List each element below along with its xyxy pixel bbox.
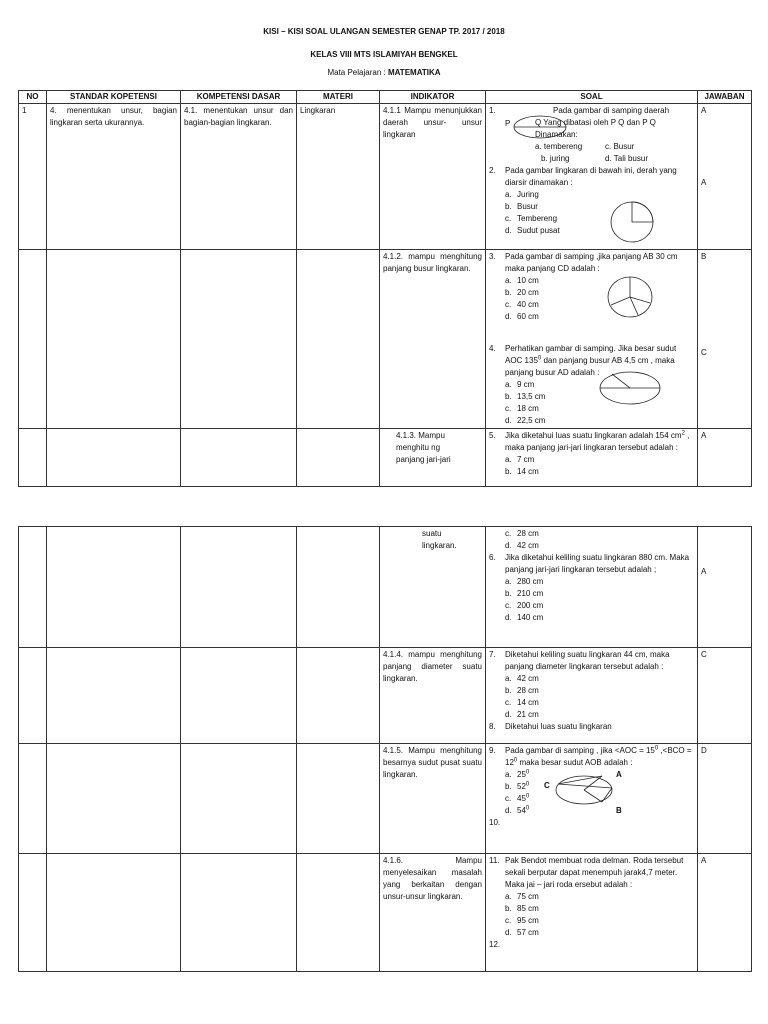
- kisi-table-page2: [18, 526, 752, 972]
- cell-no: [19, 648, 47, 744]
- question-8: [489, 721, 694, 733]
- answer: A: [701, 178, 707, 187]
- cell-jawaban: [698, 527, 752, 648]
- option-item: [489, 379, 694, 391]
- cell-indikator: 4.1.2. mampu menghitung panjang busur lingkaran.: [380, 250, 486, 429]
- option-letter: c.: [505, 698, 512, 707]
- question-number: 1.: [489, 106, 496, 115]
- question-text: Jika diketahui keliling suatu lingkaran 880 cm. Maka panjang jari-jari lingkaran tersebut adalah ;: [505, 553, 690, 574]
- option-letter: c.: [505, 916, 512, 925]
- question-text-part: Pada gambar di samping , jika <AOC = 15: [505, 746, 655, 755]
- option-letter: a.: [505, 455, 512, 464]
- option-letter: a.: [505, 577, 512, 586]
- col-header-materi: MATERI: [297, 91, 380, 104]
- col-header-soal: SOAL: [486, 91, 698, 104]
- cell-standar-kompetensi: [47, 744, 181, 854]
- option-text: 20 cm: [517, 288, 539, 297]
- option-item: [489, 391, 694, 403]
- option-letter: a.: [505, 276, 512, 285]
- option-letter: d.: [505, 226, 512, 235]
- option-item: [489, 891, 694, 903]
- cell-jawaban: [698, 250, 752, 429]
- option-item: [489, 311, 694, 323]
- option-text: 45: [517, 794, 526, 803]
- cell-jawaban: D: [698, 744, 752, 854]
- question-9: [489, 745, 694, 769]
- option-list: [489, 189, 694, 237]
- option-item: [489, 685, 694, 697]
- option-item: [489, 903, 694, 915]
- subject-value: MATEMATIKA: [387, 68, 441, 77]
- option-letter: b.: [505, 686, 512, 695]
- col-header-indikator: INDIKATOR: [380, 91, 486, 104]
- question-6: [489, 552, 694, 576]
- answer: C: [701, 348, 707, 357]
- superscript: 0: [525, 805, 530, 812]
- cell-materi: Lingkaran: [297, 104, 380, 250]
- option-list: [489, 891, 694, 939]
- superscript: 2: [681, 430, 685, 437]
- question-text-part: Jika diketahui luas suatu lingkaran adalah 154 cm: [505, 431, 682, 440]
- circle-sectors-figure: [606, 275, 654, 319]
- cell-jawaban: [698, 104, 752, 250]
- option-item: [489, 576, 694, 588]
- options-row: [489, 141, 694, 153]
- option-text: 42 cm: [517, 541, 539, 550]
- question-number: 3.: [489, 252, 496, 261]
- question-text-part: ,<BCO = 12: [505, 746, 692, 767]
- question-number: 2.: [489, 166, 496, 175]
- option-letter: a.: [505, 380, 512, 389]
- question-number: 9.: [489, 746, 496, 755]
- option-item: [489, 403, 694, 415]
- subject-line: [0, 67, 768, 79]
- answer: A: [701, 567, 707, 576]
- cell-materi: [297, 527, 380, 648]
- option-item: [489, 612, 694, 624]
- question-2: [489, 165, 694, 189]
- option-letter: c.: [505, 601, 512, 610]
- cell-materi: [297, 250, 380, 429]
- option-text: 60 cm: [517, 312, 539, 321]
- option-letter: a.: [505, 892, 512, 901]
- option-item: [489, 540, 694, 552]
- question-3: [489, 251, 694, 275]
- option-a: a. tembereng: [535, 142, 583, 151]
- question-text: Pak Bendot membuat roda delman. Roda tersebut sekali berputar dapat menempuh jarak4,7 meter. Maka jai – jari roda ersebut adalah :: [505, 856, 684, 889]
- col-header-jawaban: JAWABAN: [698, 91, 752, 104]
- option-text: 9 cm: [517, 380, 535, 389]
- cell-soal: [486, 527, 698, 648]
- answer: B: [701, 252, 707, 261]
- option-letter: c.: [505, 404, 512, 413]
- label-b: B: [616, 806, 622, 815]
- angle-circle-figure: [554, 770, 614, 810]
- option-letter: d.: [505, 613, 512, 622]
- question-text: Q Yang dibatasi oleh P Q dan P Q: [535, 118, 656, 127]
- superscript: 0: [537, 355, 542, 362]
- cell-materi: [297, 648, 380, 744]
- question-text-part: dan panjang busur AB 4,5 cm , maka panjang busur AD adalah :: [505, 356, 675, 377]
- option-text: 14 cm: [517, 698, 539, 707]
- col-header-kompetensi-dasar: KOMPETENSI DASAR: [181, 91, 297, 104]
- circle-chord-figure: [506, 114, 568, 140]
- option-item: [489, 415, 694, 427]
- question-7: [489, 649, 694, 673]
- option-item: [489, 600, 694, 612]
- cell-kompetensi-dasar: [181, 744, 297, 854]
- option-item: [489, 588, 694, 600]
- option-text: 85 cm: [517, 904, 539, 913]
- cell-indikator: 4.1.4. mampu menghitung panjang diameter suatu lingkaran.: [380, 648, 486, 744]
- option-text: 28 cm: [517, 529, 539, 538]
- option-text: 54: [517, 806, 526, 815]
- question-text: Pada gambar di samping ,jika panjang AB 30 cm maka panjang CD adalah :: [505, 252, 678, 273]
- question-number: 12.: [489, 940, 501, 949]
- option-letter: b.: [505, 467, 512, 476]
- cell-indikator: 4.1.5. Mampu menghitung besarnya sudut pusat suatu lingkaran.: [380, 744, 486, 854]
- option-letter: d.: [505, 710, 512, 719]
- cell-kompetensi-dasar: [181, 429, 297, 487]
- cell-soal: [486, 744, 698, 854]
- option-item: [489, 275, 694, 287]
- question-text: Diketahui luas suatu lingkaran: [505, 722, 612, 731]
- col-header-standar-kompetensi: STANDAR KOPETENSI: [47, 91, 181, 104]
- option-item: [489, 709, 694, 721]
- option-item: [489, 466, 694, 478]
- doc-title: KISI – KISI SOAL ULANGAN SEMESTER GENAP TP. 2017 / 2018: [263, 27, 505, 36]
- options-row: [489, 153, 694, 165]
- cell-kompetensi-dasar: [181, 250, 297, 429]
- option-letter: c.: [505, 794, 512, 803]
- cell-soal: [486, 250, 698, 429]
- table-row: [19, 854, 752, 972]
- option-text: 25: [517, 770, 526, 779]
- question-11: [489, 855, 694, 891]
- option-letter: b.: [505, 904, 512, 913]
- question-text-part: , maka panjang jari-jari lingkaran tersebut adalah :: [505, 431, 690, 452]
- option-text: Tembereng: [517, 214, 558, 223]
- cell-no: [19, 744, 47, 854]
- label-c: C: [544, 781, 550, 790]
- option-text: 140 cm: [517, 613, 544, 622]
- option-text: 280 cm: [517, 577, 544, 586]
- cell-jawaban: A: [698, 854, 752, 972]
- cell-standar-kompetensi: [47, 429, 181, 487]
- superscript: 0: [654, 745, 659, 752]
- superscript: 0: [525, 781, 530, 788]
- shaded-sector-circle-figure: [608, 200, 656, 244]
- option-text: 52: [517, 782, 526, 791]
- option-text: Sudut pusat: [517, 226, 560, 235]
- option-item: [489, 915, 694, 927]
- table-row: [19, 648, 752, 744]
- option-letter: b.: [505, 589, 512, 598]
- question-text: Pada gambar di samping daerah: [553, 106, 670, 115]
- question-text-part: Perhatikan gambar di samping. Jika besar sudut AOC 135: [505, 344, 677, 365]
- option-text: 7 cm: [517, 455, 535, 464]
- option-item: [489, 213, 694, 225]
- cell-materi: [297, 854, 380, 972]
- cell-jawaban: A: [698, 429, 752, 487]
- cell-standar-kompetensi: [47, 854, 181, 972]
- cell-no: [19, 250, 47, 429]
- subject-label: Mata Pelajaran :: [327, 68, 386, 77]
- superscript: 0: [513, 757, 518, 764]
- cell-no: 1: [19, 104, 47, 250]
- cell-jawaban: C: [698, 648, 752, 744]
- option-text: Busur: [517, 202, 538, 211]
- question-text: Diketahui keliling suatu lingkaran 44 cm, maka panjang diameter lingkaran tersebut adalah :: [505, 650, 670, 671]
- question-text: [505, 745, 694, 769]
- option-letter: a.: [505, 770, 512, 779]
- question-number: 7.: [489, 650, 496, 659]
- option-text: 21 cm: [517, 710, 539, 719]
- option-c: c. Busur: [605, 142, 635, 151]
- option-letter: c.: [505, 529, 512, 538]
- option-list: [489, 673, 694, 721]
- option-item: [489, 454, 694, 466]
- cell-indikator: 4.1.3. Mampu menghitu ng panjang jari-jari: [380, 429, 486, 487]
- cell-soal: [486, 854, 698, 972]
- option-letter: d.: [505, 312, 512, 321]
- option-letter: b.: [505, 288, 512, 297]
- option-text: 13,5 cm: [517, 392, 546, 401]
- label-p: P: [505, 119, 511, 128]
- option-text: 10 cm: [517, 276, 539, 285]
- superscript: 0: [525, 793, 530, 800]
- option-item: [489, 673, 694, 685]
- table-row: [19, 250, 752, 429]
- option-letter: a.: [505, 190, 512, 199]
- option-list: [489, 454, 694, 478]
- question-12: [489, 939, 694, 951]
- cell-kompetensi-dasar: [181, 854, 297, 972]
- option-letter: b.: [505, 782, 512, 791]
- option-letter: a.: [505, 674, 512, 683]
- circle-diameter-figure: [598, 370, 662, 406]
- question-text-part: maka besar sudut AOB adalah :: [517, 758, 633, 767]
- question-text: Pada gambar lingkaran di bawah ini, derah yang diarsir dinamakan :: [505, 166, 677, 187]
- option-text: 75 cm: [517, 892, 539, 901]
- option-item: [489, 528, 694, 540]
- option-item: [489, 287, 694, 299]
- cell-no: [19, 429, 47, 487]
- cell-standar-kompetensi: [47, 648, 181, 744]
- cell-kompetensi-dasar: [181, 527, 297, 648]
- option-list: [489, 275, 694, 323]
- option-list: [489, 576, 694, 624]
- cell-standar-kompetensi: [47, 250, 181, 429]
- question-number: 11.: [489, 856, 500, 865]
- option-text: 14 cm: [517, 467, 539, 476]
- superscript: 0: [525, 769, 530, 776]
- option-text: 28 cm: [517, 686, 539, 695]
- option-text: 18 cm: [517, 404, 539, 413]
- table-row: [19, 429, 752, 487]
- cell-no: [19, 527, 47, 648]
- option-letter: c.: [505, 214, 512, 223]
- cell-soal: [486, 648, 698, 744]
- option-text: 42 cm: [517, 674, 539, 683]
- cell-indikator: 4.1.6. Mampu menyelesaikan masalah yang berkaitan dengan unsur-unsur lingkaran.: [380, 854, 486, 972]
- question-4: [489, 343, 694, 379]
- table-row: [19, 744, 752, 854]
- option-item: [489, 201, 694, 213]
- option-list: [489, 379, 694, 427]
- option-text: 95 cm: [517, 916, 539, 925]
- question-text: [505, 430, 694, 454]
- option-letter: b.: [505, 202, 512, 211]
- table-row: [19, 104, 752, 250]
- doc-class: KELAS VIII MTS ISLAMIYAH BENGKEL: [310, 50, 458, 59]
- cell-indikator: suatu lingkaran.: [380, 527, 486, 648]
- question-number: 8.: [489, 722, 496, 731]
- label-a: A: [616, 770, 622, 779]
- cell-soal: [486, 104, 698, 250]
- question-number: 5.: [489, 431, 496, 440]
- option-text: 40 cm: [517, 300, 539, 309]
- question-number: 10.: [489, 818, 501, 827]
- option-letter: d.: [505, 416, 512, 425]
- answer: A: [701, 106, 707, 115]
- option-b: b. juring: [541, 154, 570, 163]
- option-item: [489, 697, 694, 709]
- col-header-no: NO: [19, 91, 47, 104]
- option-text: 22,5 cm: [517, 416, 546, 425]
- question-5: [489, 430, 694, 454]
- option-item: [489, 189, 694, 201]
- cell-indikator: 4.1.1 Mampu menunjukkan daerah unsur- unsur lingkaran: [380, 104, 486, 250]
- question-text: Dinamakan:: [535, 130, 578, 139]
- cell-kompetensi-dasar: 4.1. menentukan unsur dan bagian-bagian lingkaran.: [181, 104, 297, 250]
- option-letter: d.: [505, 928, 512, 937]
- cell-standar-kompetensi: 4. menentukan unsur, bagian lingkaran serta ukurannya.: [47, 104, 181, 250]
- table-header-row: [19, 91, 752, 104]
- option-item: [489, 225, 694, 237]
- kisi-table-page1: [18, 90, 752, 487]
- cell-kompetensi-dasar: [181, 648, 297, 744]
- option-item: [489, 299, 694, 311]
- option-text: 57 cm: [517, 928, 539, 937]
- option-letter: d.: [505, 541, 512, 550]
- option-text: 200 cm: [517, 601, 544, 610]
- option-item: [489, 927, 694, 939]
- option-letter: c.: [505, 300, 512, 309]
- option-letter: b.: [505, 392, 512, 401]
- option-text: 210 cm: [517, 589, 544, 598]
- option-text: Juring: [517, 190, 539, 199]
- question-number: 6.: [489, 553, 496, 562]
- table-row: [19, 527, 752, 648]
- cell-no: [19, 854, 47, 972]
- question-10: [489, 817, 694, 829]
- option-letter: d.: [505, 806, 512, 815]
- option-list: [489, 528, 694, 552]
- question-number: 4.: [489, 344, 496, 353]
- cell-soal: [486, 429, 698, 487]
- option-d: d. Tali busur: [605, 154, 648, 163]
- cell-materi: [297, 744, 380, 854]
- cell-standar-kompetensi: [47, 527, 181, 648]
- cell-materi: [297, 429, 380, 487]
